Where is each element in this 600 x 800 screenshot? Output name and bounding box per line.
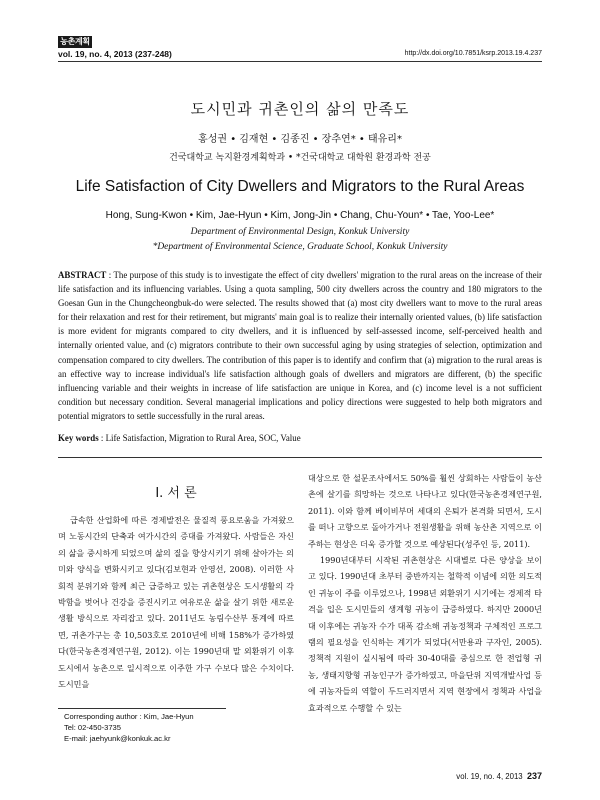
header-divider <box>58 61 542 62</box>
affiliation-english-2: *Department of Environmental Science, Graduate School, Konkuk University <box>152 242 448 252</box>
journal-info: vol. 19, no. 4, 2013 (237-248) <box>58 49 172 59</box>
corresponding-author-footnote <box>64 711 194 744</box>
footnote-email[interactable]: E-mail: jaehyunk@konkuk.ac.kr <box>64 734 171 743</box>
body-paragraph: 급속한 산업화에 따른 경제발전은 물질적 풍요로움을 가져왔으며 노동시간의 단축과 여가시간의 증대를 가져왔다. 사람들은 자신의 삶을 중시하게 되었으며 삶의 질을 향상시키기 위해 살아가는 의미와 양식을 변화시키고 있다(김보현과 안영선, 2008). 이러한 사회적 분위기와 함께 최근 급증하고 있는 귀촌현상은 도시생활의 각박함을 벗어나 건강을 증진시키고 여유로운 삶을 살기 위한 새로운 생활 방식으로 자리잡고 있다. 2011년도 농림수산부 통계에 따르면, 귀촌가구는 총 10,503호로 2010년에 비해 158%가 증가하였다(한국농촌경제연구원, 2012). 이는 1990년대 말 외환위기 이후 도시에서 농촌으로 일시적으로 이주한 가구 수보다 많은 수치이다. 도시민을 <box>58 515 294 690</box>
title-korean: 도시민과 귀촌인의 삶의 만족도 <box>190 100 410 118</box>
abstract-divider <box>58 457 542 458</box>
page-footer <box>456 771 542 781</box>
abstract-label: ABSTRACT <box>58 270 107 280</box>
abstract-text: : The purpose of this study is to investigate the effect of city dwellers' migration to the rural areas on the increase of their life satisfaction and its influencing variables. Using a quota sampling, 500 city dwellers across the country and 180 migrators to the Goesan Gun in the Chungcheongbuk-do were selected. The results showed that (a) most city dwellers want to move to the rural areas for their relaxation and rest for their retirement, but migrants' main goal is to realize their internally oriented values, (b) life satisfaction is more evident for migrants compared to city dwellers, and it is influenced by self-assessed income, self-perceived health and internally oriented value, and (c) migrators contribute to their own successful aging by using strategies of selection, optimization and compensation compared to city dwellers. The contribution of this paper is to identify and confirm that (a) migration to the rural areas is an effective way to increase individual's life satisfaction although goals of dwellers and migrators are different, (b) the specific influencing variable and their weights in increase of life satisfaction are unique in Korea, and (c) income level is a not sufficient condition but necessary condition. Several managerial implications and policy directions were suggested to help both migrators and potential migrators to settle successfully in the rural areas. <box>58 270 542 421</box>
affiliation-korean: 건국대학교 녹지환경계획학과 • *건국대학교 대학원 환경과학 전공 <box>169 153 431 163</box>
journal-logo: 농촌계획 <box>58 36 92 48</box>
title-english: Life Satisfaction of City Dwellers and Migrators to the Rural Areas <box>75 178 525 195</box>
body-paragraph: 대상으로 한 설문조사에서도 50%를 훨씬 상회하는 사람들이 농산촌에 살기를 희망하는 것으로 나타나고 있다(한국농촌경제연구원, 2011). 이와 함께 베이비부머 세대의 은퇴가 본격화 되면서, 도시를 떠나 고향으로 돌아가거나 전원생활을 위해 농산촌 지역으로 이주하는 현상은 더욱 증가할 것으로 예상된다(성주인 등, 2011). <box>308 473 542 549</box>
footnote-tel: Tel: 02-450-3735 <box>64 723 121 732</box>
authors-english: Hong, Sung-Kwon • Kim, Jae-Hyun • Kim, Jong-Jin • Chang, Chu-Youn* • Tae, Yoo-Lee* <box>105 210 495 221</box>
body-column-right <box>308 470 542 716</box>
abstract <box>58 268 542 423</box>
body-paragraph: 1990년대부터 시작된 귀촌현상은 시대별로 다른 양상을 보이고 있다. 1990년대 초부터 중반까지는 철학적 이념에 의한 의도적인 귀농이 주를 이루었으나, 1998년 외환위기 시기에는 경제적 타격을 입은 도시민들의 생계형 귀농이 급증하였다. 하지만 2000년대 이후에는 귀농자 수가 대폭 감소해 귀농정책과 구체적인 프로그램의 필요성을 인식하는 계기가 되었다(서만용과 구자인, 2005). 정책적 지원이 실시됨에 따라 30-40대를 중심으로 한 전업형 귀농, 생태지향형 귀농인구가 증가하였고, 마을단위 지역개발사업 등에 귀농자들의 역할이 두드러지면서 지역 현장에서 정책과 사업을 효과적으로 수행할 수 있는 <box>308 555 542 713</box>
affiliation-english-1: Department of Environmental Design, Konkuk University <box>190 227 410 237</box>
page-number: 237 <box>526 771 542 781</box>
footer-issue: vol. 19, no. 4, 2013 <box>456 772 523 781</box>
doi-link[interactable]: http://dx.doi.org/10.7851/ksrp.2013.19.4.237 <box>404 50 542 57</box>
authors-korean: 홍성권 • 김재현 • 김종진 • 장추연* • 태유리* <box>198 134 402 145</box>
body-column-left <box>58 512 294 692</box>
footnote-author: Corresponding author : Kim, Jae-Hyun <box>64 712 194 721</box>
footnote-divider <box>58 708 226 709</box>
keywords-text: : Life Satisfaction, Migration to Rural Area, SOC, Value <box>98 433 301 443</box>
keywords <box>58 433 542 443</box>
keywords-label: Key words <box>58 433 99 443</box>
section-heading: I. 서 론 <box>155 486 197 501</box>
